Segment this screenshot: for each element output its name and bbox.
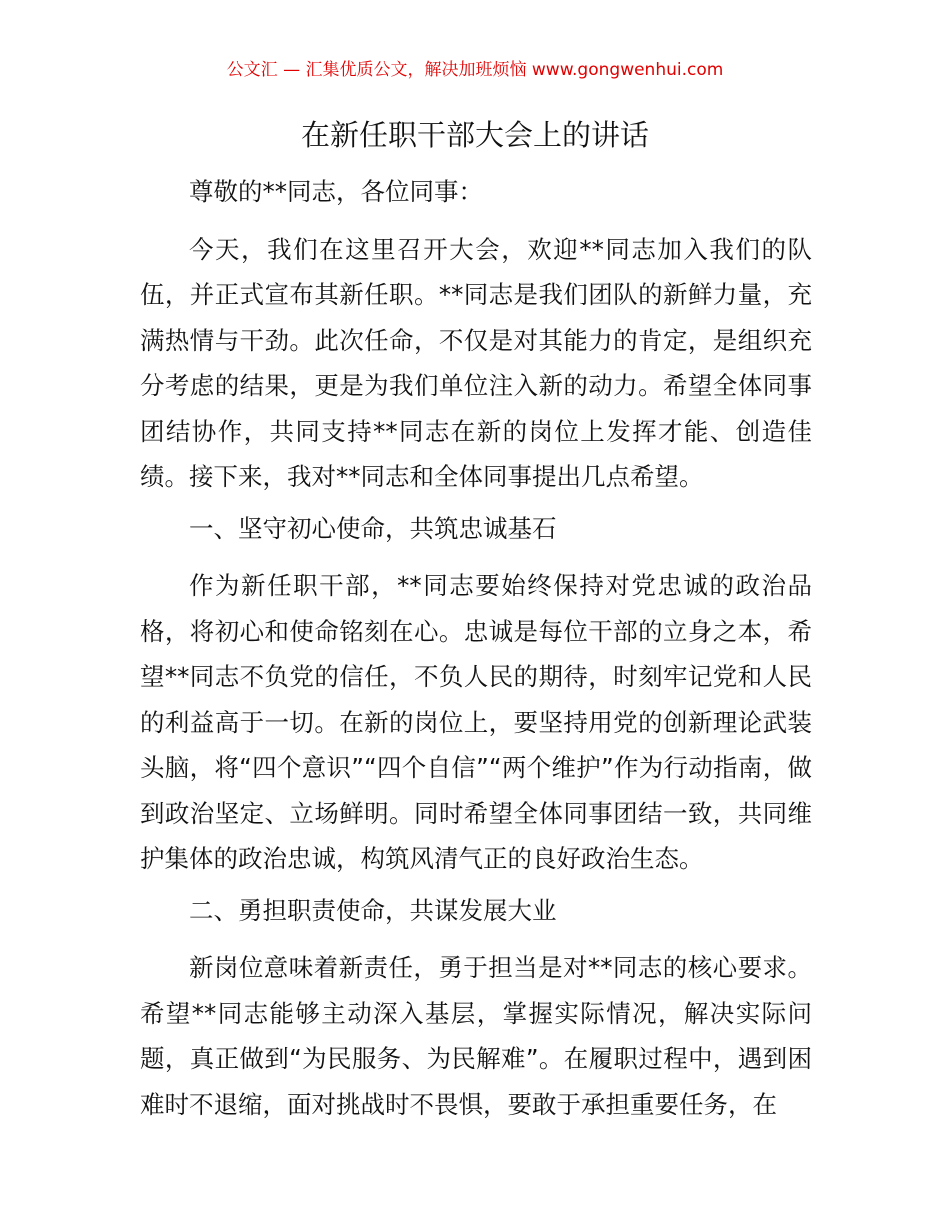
intro-paragraph: 今天，我们在这里召开大会，欢迎**同志加入我们的队伍，并正式宣布其新任职。**同志是我们团队的新鲜力量，充满热情与干劲。此次任命，不仅是对其能力的肯定，是组织充分考虑的结果，更是为我们单位注入新的动力。希望全体同事团结协作，共同支持**同志在新的岗位上发挥才能、创造佳绩。接下来，我对**同志和全体同事提出几点希望。 <box>140 234 812 491</box>
section-2-heading: 二、勇担职责使命，共谋发展大业 <box>189 895 557 925</box>
page-title: 在新任职干部大会上的讲话 <box>300 118 649 152</box>
section-1-paragraph: 作为新任职干部，**同志要始终保持对党忠诚的政治品格，将初心和使命铭刻在心。忠诚是每位干部的立身之本，希望**同志不负党的信任，不负人民的期待，时刻牢记党和人民的利益高于一切。在新的岗位上，要坚持用党的创新理论武装头脑，将“四个意识”“四个自信”“两个维护”作为行动指南，做到政治坚定、立场鲜明。同时希望全体同事团结一致，共同维护集体的政治忠诚，构筑风清气正的良好政治生态。 <box>140 571 812 873</box>
section-1-heading: 一、坚守初心使命，共筑忠诚基石 <box>189 513 557 543</box>
watermark-header: 公文汇 — 汇集优质公文，解决加班烦恼 www.gongwenhui.com <box>226 60 724 80</box>
greeting-paragraph: 尊敬的**同志，各位同事： <box>189 177 483 206</box>
section-2-paragraph: 新岗位意味着新责任，勇于担当是对**同志的核心要求。希望**同志能够主动深入基层，掌握实际情况，解决实际问题，真正做到“为民服务、为民解难”。在履职过程中，遇到困难时不退缩，面对挑战时不畏惧，要敢于承担重要任务，在 <box>140 953 812 1119</box>
document-body <box>140 169 812 1133</box>
